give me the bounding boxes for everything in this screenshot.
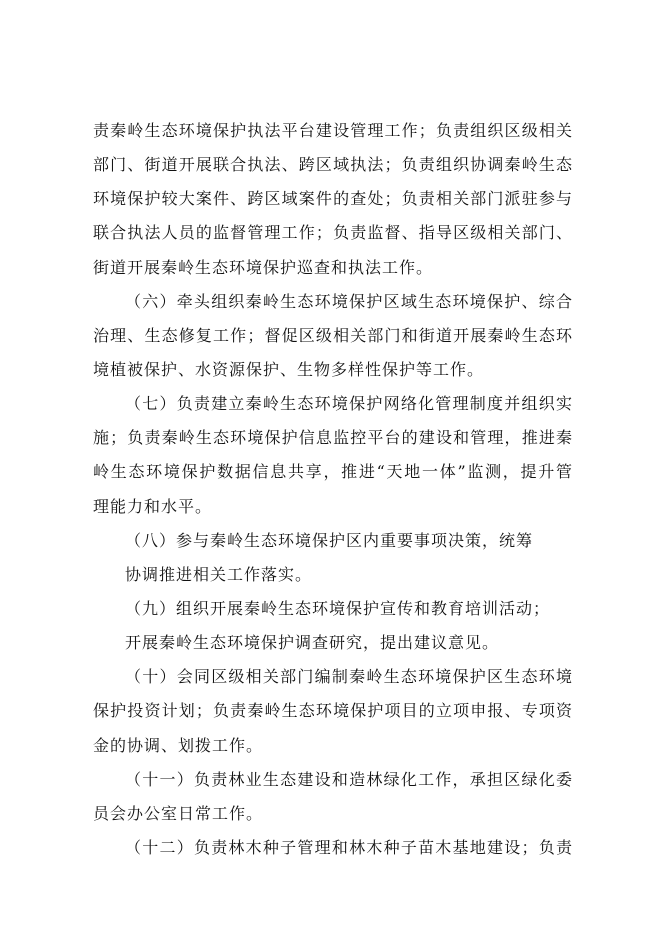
text-line: 保护投资计划；负责秦岭生态环境保护项目的立项申报、专项资 <box>93 701 573 721</box>
text-line: 开展秦岭生态环境保护调查研究，提出建议意见。 <box>125 633 500 653</box>
text-line: （七）负责建立秦岭生态环境保护网络化管理制度并组织实 <box>125 394 573 414</box>
text-line: 岭生态环境保护数据信息共享，推进“天地一体”监测，提升管 <box>93 462 573 482</box>
text-line: 环境保护较大案件、跨区域案件的查处；负责相关部门派驻参与 <box>93 189 573 209</box>
text-line: 联合执法人员的监督管理工作；负责监督、指导区级相关部门、 <box>93 223 573 243</box>
paragraph-item-8 <box>93 524 573 592</box>
paragraph-item-6 <box>93 285 573 387</box>
text-line: （九）组织开展秦岭生态环境保护宣传和教育培训活动； <box>125 598 551 618</box>
text-line: 责秦岭生态环境保护执法平台建设管理工作；负责组织区级相关 <box>93 121 573 140</box>
text-line: 理能力和水平。 <box>93 496 213 516</box>
paragraph-item-7 <box>93 387 573 524</box>
paragraph-item-9 <box>93 592 573 660</box>
paragraph-item-12 <box>93 831 573 865</box>
text-line: 街道开展秦岭生态环境保护巡查和执法工作。 <box>93 257 434 277</box>
text-line: （八）参与秦岭生态环境保护区内重要事项决策，统筹 <box>125 530 534 550</box>
text-line: 协调推进相关工作落实。 <box>125 564 313 584</box>
body-text <box>93 114 573 865</box>
text-line: （十二）负责林木种子管理和林木种子苗木基地建设；负责 <box>125 837 573 857</box>
text-line: 金的协调、划拨工作。 <box>93 735 264 755</box>
text-line: 施；负责秦岭生态环境保护信息监控平台的建设和管理，推进秦 <box>93 428 573 448</box>
paragraph-item-11 <box>93 763 573 831</box>
text-line: （十一）负责林业生态建设和造林绿化工作，承担区绿化委 <box>125 769 573 789</box>
text-line: （十）会同区级相关部门编制秦岭生态环境保护区生态环境 <box>125 667 573 687</box>
text-line: 境植被保护、水资源保护、生物多样性保护等工作。 <box>93 359 485 379</box>
text-line: （六）牵头组织秦岭生态环境保护区域生态环境保护、综合 <box>125 291 573 311</box>
text-line: 部门、街道开展联合执法、跨区域执法；负责组织协调秦岭生态 <box>93 155 573 175</box>
text-line: 治理、生态修复工作；督促区级相关部门和街道开展秦岭生态环 <box>93 325 573 345</box>
paragraph-item-10 <box>93 660 573 762</box>
text-line: 员会办公室日常工作。 <box>93 803 264 823</box>
paragraph-continued <box>93 114 573 285</box>
